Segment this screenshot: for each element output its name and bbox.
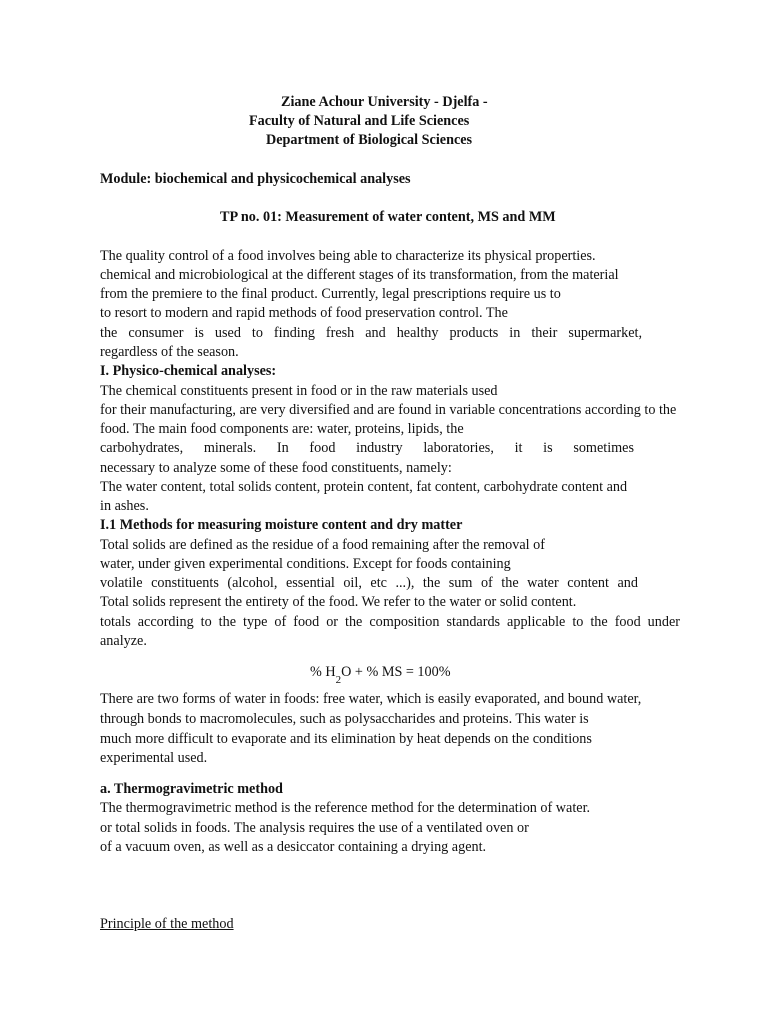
- section11-line: volatile constituents (alcohol, essential oil, etc ...), the sum of the water content and: [100, 575, 638, 591]
- principle-heading: Principle of the method: [100, 916, 234, 932]
- section11-line: totals according to the type of food or the composition standards applicable to the food under: [100, 614, 680, 630]
- intro-line: to resort to modern and rapid methods of food preservation control. The: [100, 305, 508, 321]
- department-name: Department of Biological Sciences: [266, 132, 473, 148]
- section11-line: analyze.: [100, 633, 147, 649]
- section1-line: in ashes.: [100, 498, 149, 514]
- intro-line: regardless of the season.: [100, 344, 239, 360]
- water-forms-line: experimental used.: [100, 750, 208, 766]
- water-content-formula: [310, 663, 451, 686]
- section-a-line: of a vacuum oven, as well as a desiccator containing a drying agent.: [100, 839, 487, 855]
- intro-line: the consumer is used to finding fresh and healthy products in their supermarket,: [100, 325, 642, 341]
- section1-line: The chemical constituents present in food or in the raw materials used: [100, 383, 498, 399]
- water-forms-line: There are two forms of water in foods: free water, which is easily evaporated, and bound water,: [100, 691, 642, 707]
- section1-line: The water content, total solids content, protein content, fat content, carbohydrate content and: [100, 479, 628, 495]
- formula-subscript: 2: [335, 674, 342, 686]
- section-a-line: or total solids in foods. The analysis requires the use of a ventilated oven or: [100, 820, 529, 836]
- formula-prefix: % H: [310, 664, 336, 680]
- section-heading: I.1 Methods for measuring moisture content and dry matter: [100, 517, 463, 533]
- section1-line: necessary to analyze some of these food constituents, namely:: [100, 460, 452, 476]
- section1-line: carbohydrates, minerals. In food industry laboratories, it is sometimes: [100, 440, 634, 456]
- section11-line: Total solids are defined as the residue of a food remaining after the removal of: [100, 537, 545, 553]
- intro-line: The quality control of a food involves being able to characterize its physical properties.: [100, 248, 596, 264]
- university-name: Ziane Achour University - Djelfa -: [281, 94, 488, 110]
- formula-suffix: O + % MS = 100%: [341, 664, 451, 680]
- section-a-line: The thermogravimetric method is the reference method for the determination of water.: [100, 800, 591, 816]
- water-forms-line: through bonds to macromolecules, such as polysaccharides and proteins. This water is: [100, 711, 589, 727]
- water-forms-line: much more difficult to evaporate and its elimination by heat depends on the conditions: [100, 731, 592, 747]
- section11-line: water, under given experimental conditions. Except for foods containing: [100, 556, 511, 572]
- intro-line: from the premiere to the final product. Currently, legal prescriptions require us to: [100, 286, 561, 302]
- module-title: Module: biochemical and physicochemical analyses: [100, 171, 411, 187]
- intro-line: chemical and microbiological at the different stages of its transformation, from the material: [100, 267, 619, 283]
- faculty-name: Faculty of Natural and Life Sciences: [249, 113, 470, 129]
- section1-line: food. The main food components are: water, proteins, lipids, the: [100, 421, 464, 437]
- tp-title: TP no. 01: Measurement of water content, MS and MM: [220, 209, 556, 225]
- section11-line: Total solids represent the entirety of the food. We refer to the water or solid content.: [100, 594, 577, 610]
- section1-line: for their manufacturing, are very diversified and are found in variable concentrations according to the: [100, 402, 677, 418]
- section-heading: a. Thermogravimetric method: [100, 781, 283, 797]
- section-heading: I. Physico-chemical analyses:: [100, 363, 277, 379]
